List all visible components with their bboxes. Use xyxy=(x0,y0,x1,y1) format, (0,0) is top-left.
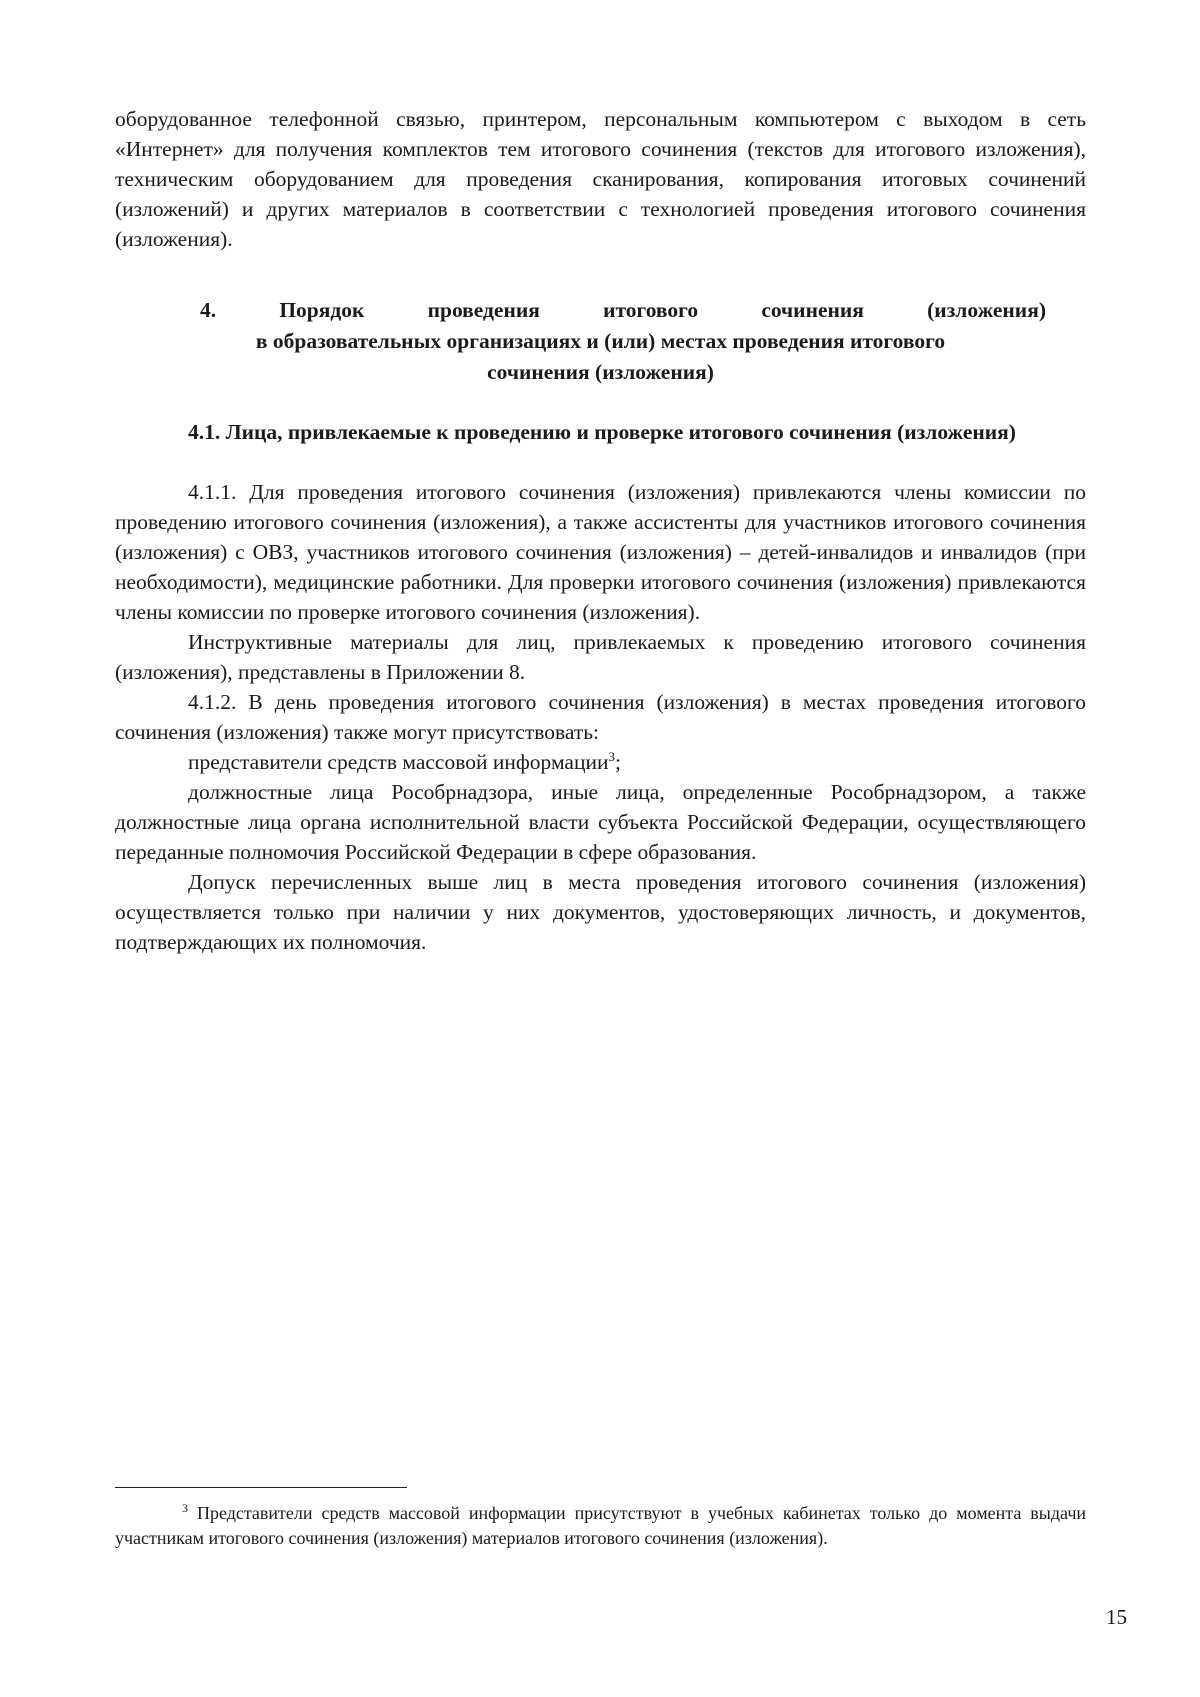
section-body xyxy=(115,477,1086,957)
footnote-number: 3 xyxy=(182,1501,188,1515)
paragraph-officials: должностные лица Рособрнадзора, иные лица, определенные Рособрнадзором, а также должностные лица органа исполнительной власти субъекта Российской Федерации, осуществляющего переданные полномочия Российской Федерации в сфере образования. xyxy=(115,780,1086,864)
media-representatives-end: ; xyxy=(614,750,621,774)
footnote-separator xyxy=(115,1487,407,1488)
section-heading-line-3: сочинения (изложения) xyxy=(487,360,714,384)
section-heading xyxy=(115,295,1086,388)
section-heading-line-1: 4. Порядок проведения итогового сочинения (изложения) xyxy=(200,298,1046,322)
document-page xyxy=(115,104,1086,957)
page-number: 15 xyxy=(1106,1605,1127,1629)
footnote xyxy=(115,1501,1086,1551)
paragraph-admission: Допуск перечисленных выше лиц в места проведения итогового сочинения (изложения) осуществляется только при наличии у них документов, удостоверяющих личность, и документов, подтверждающих их полномочия. xyxy=(115,870,1086,954)
paragraph-4-1-1: 4.1.1. Для проведения итогового сочинения (изложения) привлекаются члены комиссии по проведению итогового сочинения (изложения), а также ассистенты для участников итогового сочинения (изложения) с ОВЗ, участников итогового сочинения (изложения) – детей-инвалидов и инвалидов (при необходимости), медицинские работники. Для проверки итогового сочинения (изложения) привлекаются члены комиссии по проверке итогового сочинения (изложения). xyxy=(115,480,1086,624)
subsection-heading: 4.1. Лица, привлекаемые к проведению и проверке итогового сочинения (изложения) xyxy=(188,420,1016,444)
paragraph-instructive-materials: Инструктивные материалы для лиц, привлекаемых к проведению итогового сочинения (изложения), представлены в Приложении 8. xyxy=(115,630,1086,684)
section-heading-line-2: в образовательных организациях и (или) местах проведения итогового xyxy=(255,329,946,353)
paragraph-media-representatives xyxy=(115,747,1086,777)
paragraph-4-1-2: 4.1.2. В день проведения итогового сочинения (изложения) в местах проведения итогового сочинения (изложения) также могут присутствовать: xyxy=(115,690,1086,744)
footnote-text: Представители средств массовой информации присутствуют в учебных кабинетах только до момента выдачи участникам итогового сочинения (изложения) материалов итогового сочинения (изложения). xyxy=(115,1503,1086,1548)
intro-paragraph: оборудованное телефонной связью, принтером, персональным компьютером с выходом в сеть «Интернет» для получения комплектов тем итогового сочинения (текстов для итогового изложения), техническим оборудованием для проведения сканирования, копирования итоговых сочинений (изложений) и других материалов в соответствии с технологией проведения итогового сочинения (изложения). xyxy=(115,107,1086,251)
media-representatives-text: представители средств массовой информации xyxy=(188,750,609,774)
footnote-reference[interactable]: 3 xyxy=(608,748,615,764)
